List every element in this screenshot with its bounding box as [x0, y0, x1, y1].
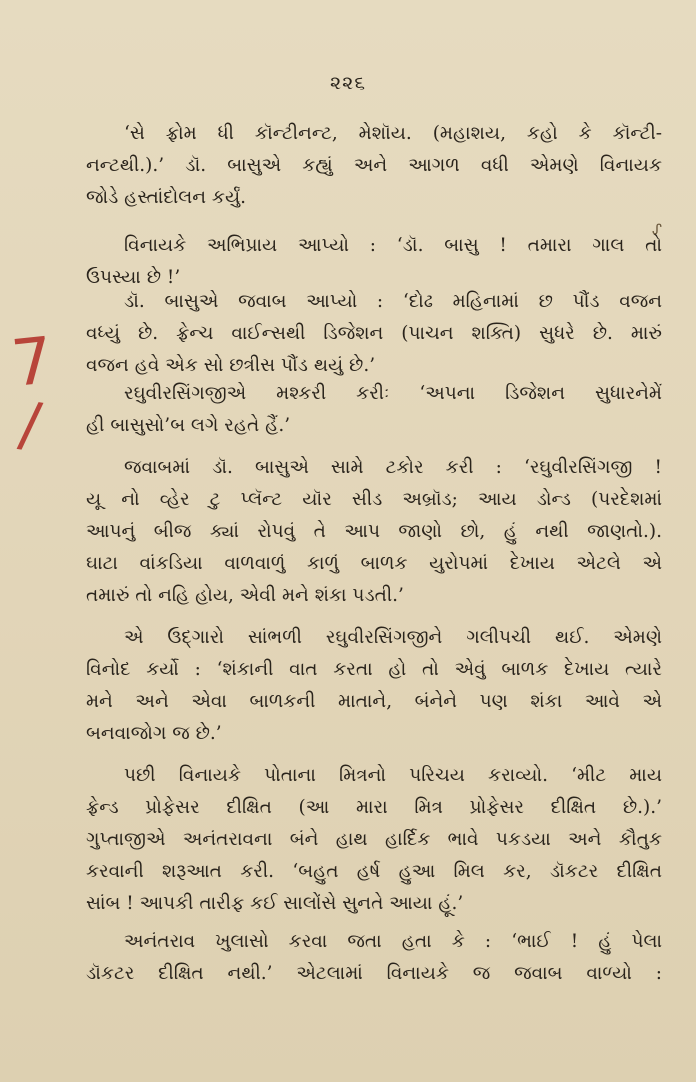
- text-line: જવાબમાં ડૉ. બાસુએ સામે ટકોર કરી : ‘રઘુવીરસિંગજી !: [124, 457, 662, 478]
- paragraph: [86, 378, 662, 442]
- text-line: તમારું તો નહિ હોય, એવી મને શંકા પડતી.’: [86, 585, 404, 606]
- paragraph: [86, 118, 662, 214]
- text-line: ઘાટા વાંકડિયા વાળવાળું કાળું બાળક યુરોપમાં દેખાય એટલે એ: [86, 553, 662, 574]
- text-line: સાંબ ! આપકી તારીફ કઈ સાલોંસે સુનતે આયા હૂં.’: [86, 893, 464, 914]
- text-line: એ ઉદ્ગારો સાંભળી રઘુવીરસિંગજીને ગલીપચી થઈ. એમણે: [124, 627, 662, 648]
- text-line: ‘સે ફ્રોમ ધી કૉન્ટીનન્ટ, મેશૉય. (મહાશય, કહો કે કૉન્ટી-: [124, 123, 662, 144]
- paragraph: [86, 760, 662, 920]
- text-line: જોડે હસ્તાંદોલન કર્યું.: [86, 187, 246, 208]
- text-line: વિનાયકે અભિપ્રાય આપ્યો : ‘ડૉ. બાસુ ! તમારા ગાલ તો: [124, 235, 662, 256]
- text-line: નન્ટથી.).’ ડૉ. બાસુએ કહ્યું અને આગળ વધી એમણે વિનાયક: [86, 155, 662, 176]
- text-line: વિનોદ કર્યો : ‘શંકાની વાત કરતા હો તો એવું બાળક દેખાય ત્યારે: [86, 659, 662, 680]
- text-line: આપનું બીજ ક્યાં રોપવું તે આપ જાણો છો, હું નથી જાણતો.).: [86, 521, 662, 542]
- page-number: ૨૨૬: [330, 72, 366, 94]
- handwritten-margin-mark: 7: [8, 324, 57, 402]
- paragraph: [86, 286, 662, 382]
- text-line: યૂ નો વ્હેર ટુ પ્લૅન્ટ યૉર સીડ અબ્રૉડ; આય ડોન્ડ (પરદેશમાં: [86, 489, 662, 510]
- text-line: ગુપ્તાજીએ અનંતરાવના બંને હાથ હાર્દિક ભાવે પકડયા અને કૌતુક: [86, 829, 662, 850]
- paragraph: [86, 622, 662, 750]
- text-line: રઘુવીરસિંગજીએ મશ્કરી કરીઃ ‘અપના ડિજેશન સુધારનેમેં: [124, 383, 662, 404]
- paragraph: [86, 452, 662, 612]
- text-line: પછી વિનાયકે પોતાના મિત્રનો પરિચય કરાવ્યો. ‘મીટ માય: [124, 765, 662, 786]
- paragraph: [86, 926, 662, 990]
- text-line: હી બાસુસો’બ લગે રહતે હૈં.’: [86, 415, 291, 436]
- text-line: ફ્રેન્ડ પ્રોફેસર દીક્ષિત (આ મારા મિત્ર પ્રોફેસર દીક્ષિત છે.).’: [86, 797, 662, 818]
- text-line: ઉપસ્યા છે !’: [86, 267, 181, 288]
- text-line: ડૉકટર દીક્ષિત નથી.’ એટલામાં વિનાયકે જ જવાબ વાળ્યો :: [86, 963, 662, 984]
- text-line: કરવાની શરૂઆત કરી. ‘બહુત હર્ષ હુઆ મિલ કર, ડૉકટર દીક્ષિત: [86, 861, 662, 882]
- text-line: મને અને એવા બાળકની માતાને, બંનેને પણ શંકા આવે એ: [86, 691, 662, 712]
- text-line: વધ્યું છે. ફ્રેન્ચ વાઈન્સથી ડિજેશન (પાચન શક્તિ) સુધરે છે. મારું: [86, 323, 662, 344]
- text-line: બનવાજોગ જ છે.’: [86, 723, 222, 744]
- handwritten-margin-stroke: /: [15, 388, 45, 462]
- text-line: વજન હવે એક સો છત્રીસ પૌંડ થયું છે.’: [86, 355, 376, 376]
- text-line: અનંતરાવ ખુલાસો કરવા જતા હતા કે : ‘ભાઈ ! હું પેલા: [124, 931, 662, 952]
- text-line: ડૉ. બાસુએ જવાબ આપ્યો : ‘દોઢ મહિનામાં છ પૌંડ વજન: [124, 291, 662, 312]
- corner-ink-mark: ᔑ: [652, 222, 662, 238]
- paragraph: [86, 230, 662, 294]
